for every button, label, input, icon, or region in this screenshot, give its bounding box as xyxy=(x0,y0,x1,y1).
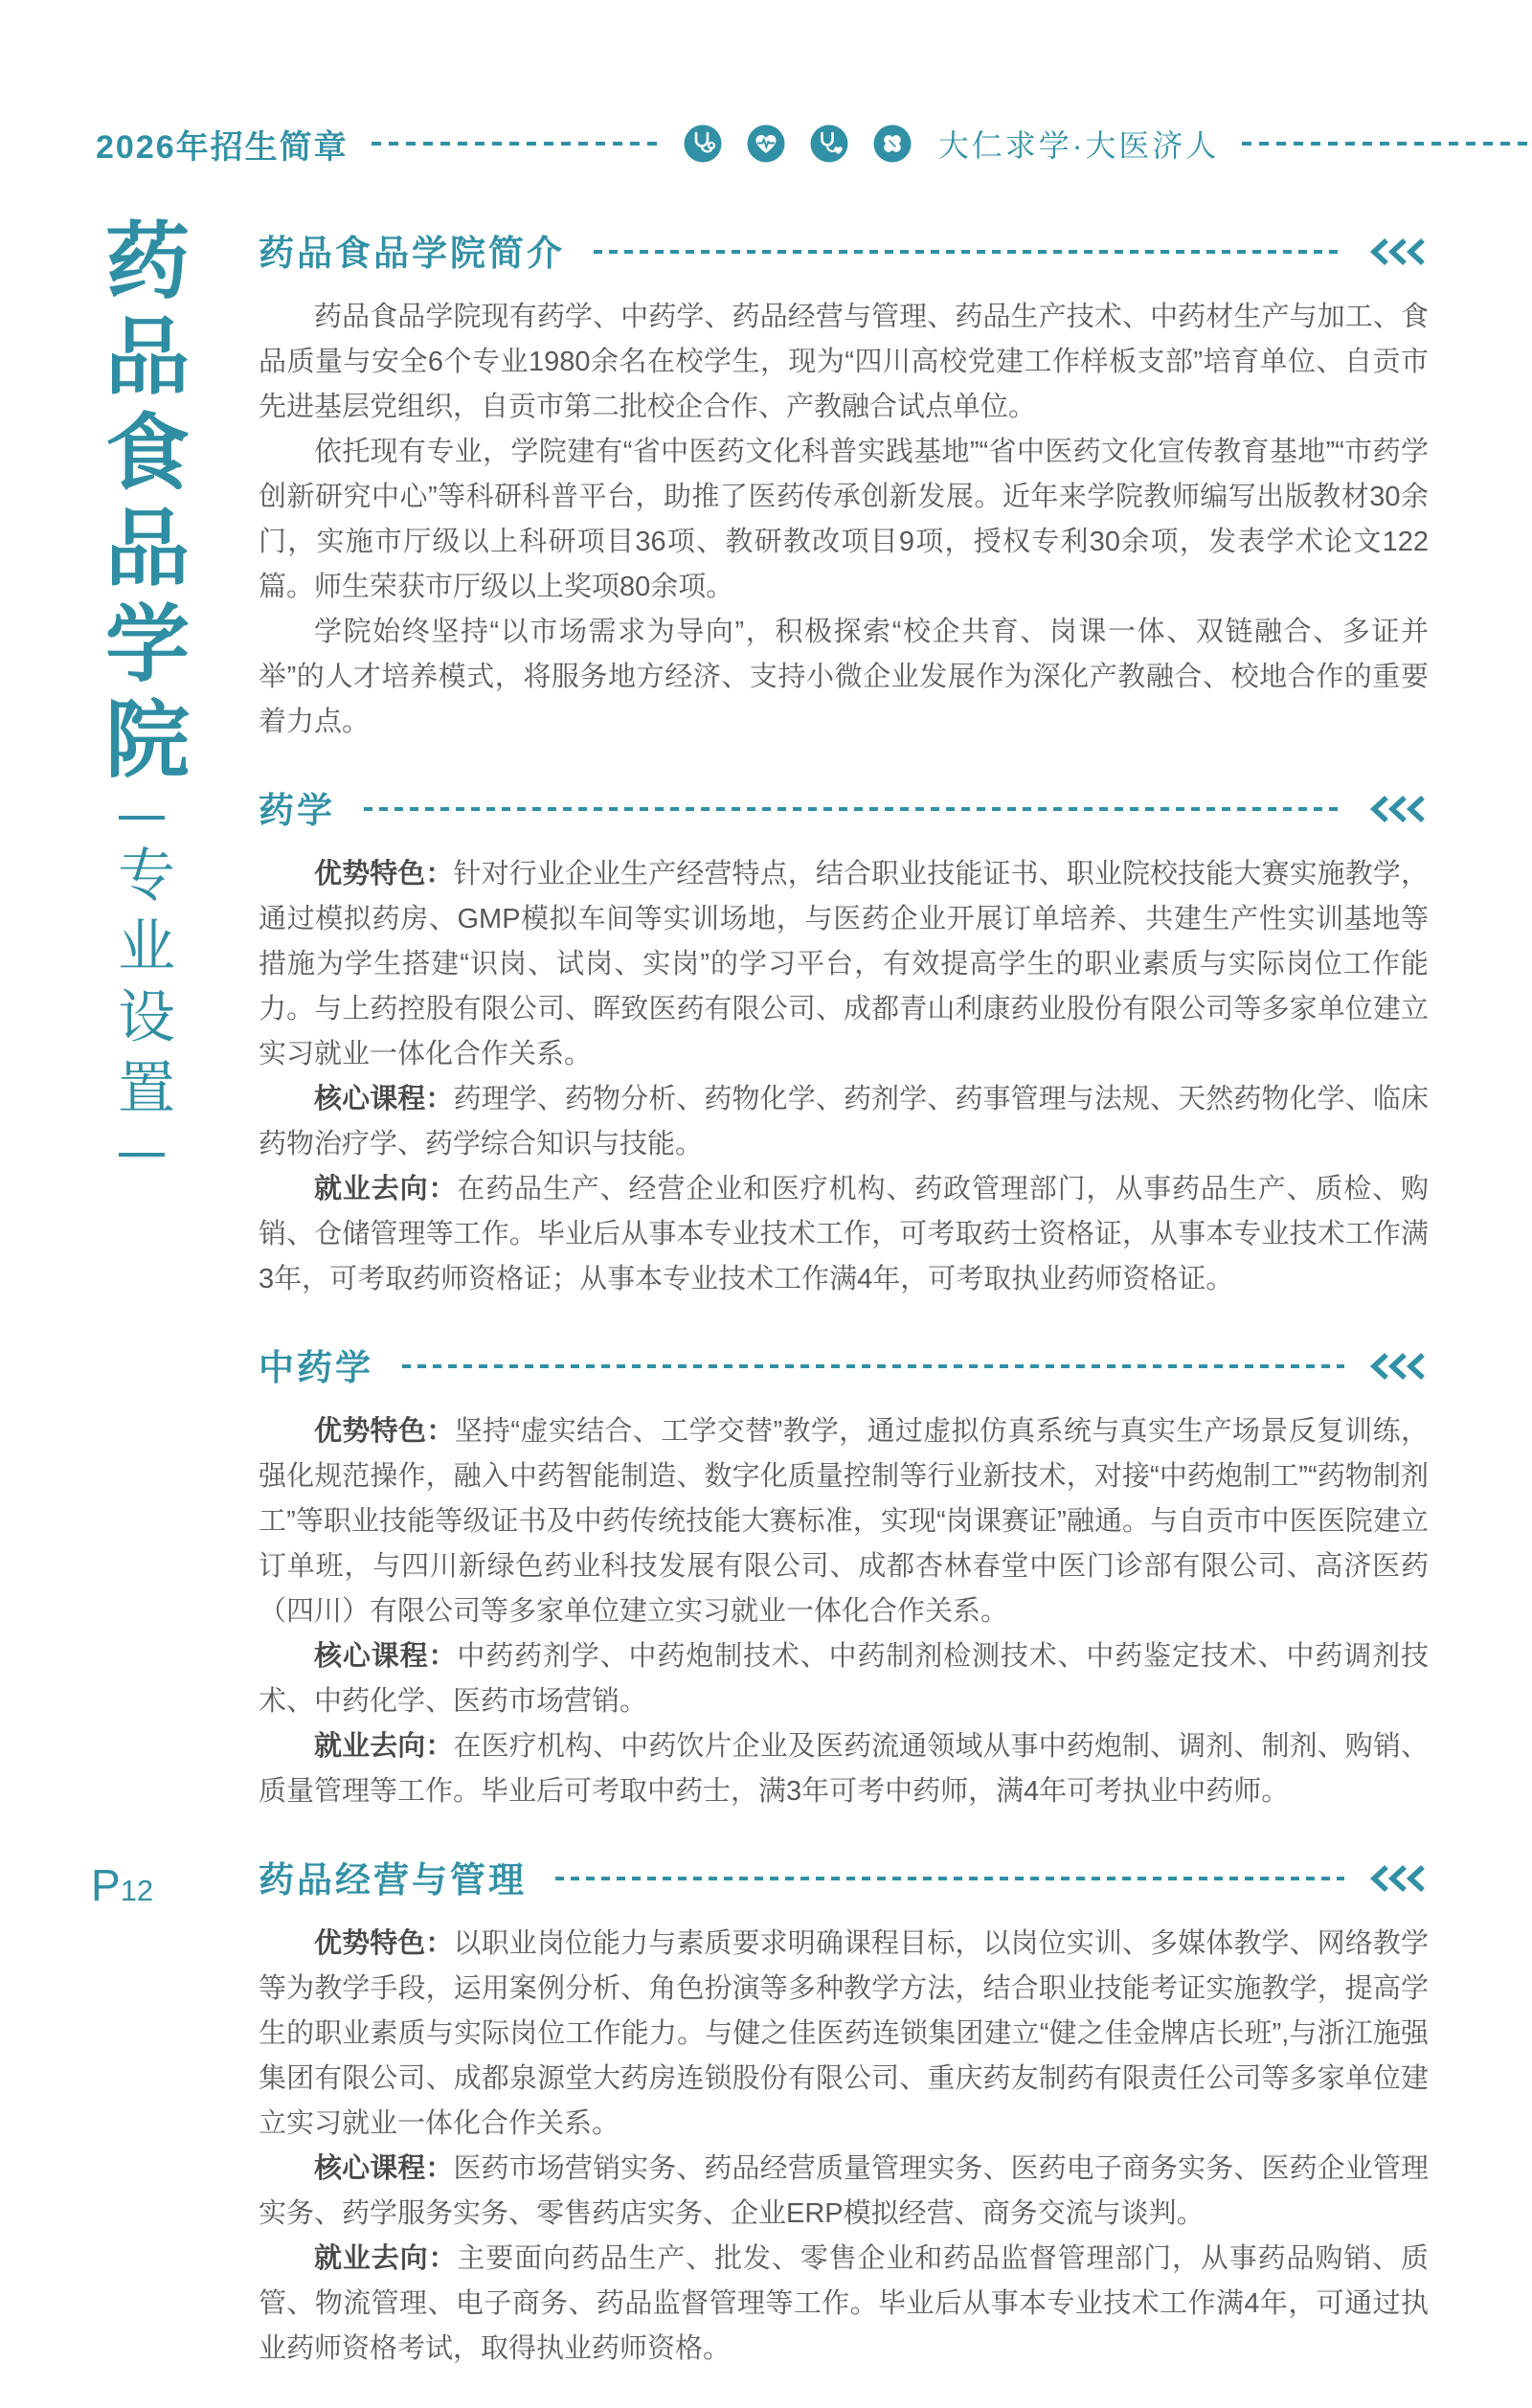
triple-chevron-left-icon xyxy=(1369,795,1429,823)
page-number xyxy=(91,1859,153,1911)
triple-chevron-left-icon xyxy=(1369,1352,1429,1381)
page-number-prefix: P xyxy=(91,1860,121,1910)
intro-paragraph: 药品食品学院现有药学、中药学、药品经营与管理、药品生产技术、中药材生产与加工、食品质量与安全6个专业1980余名在校学生，现为“四川高校党建工作样板支部”培育单位、自贡市先进基层党组织，自贡市第二批校企合作、产教融合试点单位。 xyxy=(259,302,1429,422)
section-header xyxy=(259,1339,1429,1390)
career-paragraph: 就业去向：主要面向药品生产、批发、零售企业和药品监督管理部门，从事药品购销、质管、物流管理、电子商务、药品监督管理等工作。毕业后从事本专业技术工作满4年，可通过执业药师资格考试，取得执业药师资格。 xyxy=(259,2243,1429,2364)
brochure-title: 2026年招生简章 xyxy=(96,128,349,166)
capsules-icon xyxy=(873,124,912,163)
section-drug-management xyxy=(259,1851,1429,2372)
career-paragraph: 就业去向：在药品生产、经营企业和医疗机构、药政管理部门，从事药品生产、质检、购销、仓储管理等工作。毕业后从事本专业技术工作，可考取药士资格证，从事本专业技术工作满3年，可考取药师资格证；从事本专业技术工作满4年，可考取执业药师资格证。 xyxy=(259,1174,1429,1294)
courses-paragraph: 核心课程：医药市场营销实务、药品经营质量管理实务、医药电子商务实务、医药企业管理实务、药学服务实务、零售药店实务、企业ERP模拟经营、商务交流与谈判。 xyxy=(259,2153,1429,2229)
intro-paragraph: 学院始终坚持“以市场需求为导向”，积极探索“校企共育、岗课一体、双链融合、多证并举”的人才培养模式，将服务地方经济、支持小微企业发展作为深化产教融合、校地合作的重要着力点。 xyxy=(259,617,1429,737)
section-title: 药品经营与管理 xyxy=(259,1860,527,1900)
header-dashed-line-right xyxy=(1242,142,1532,146)
header-dashed-line xyxy=(372,142,661,146)
left-sidebar xyxy=(84,216,199,1181)
section-pharmacy xyxy=(259,781,1429,1302)
feature-paragraph: 优势特色：针对行业企业生产经营特点，结合职业技能证书、职业院校技能大赛实施教学，通过模拟药房、GMP模拟车间等实训场地，与医药企业开展订单培养、共建生产性实训基地等措施为学生搭建“识岗、试岗、实岗”的学习平台，有效提高学生的职业素质与实际岗位工作能力。与上药控股有限公司、晖致医药有限公司、成都青山利康药业股份有限公司等多家单位建立实习就业一体化合作关系。 xyxy=(259,859,1429,1069)
section-title: 中药学 xyxy=(259,1348,373,1387)
career-paragraph: 就业去向：在医疗机构、中药饮片企业及医药流通领域从事中药炮制、调剂、制剂、购销、质量管理等工作。毕业后可考取中药士，满3年可考中药师，满4年可考执业中药师。 xyxy=(259,1731,1429,1807)
section-college-intro xyxy=(259,224,1429,745)
triple-chevron-left-icon xyxy=(1369,237,1429,266)
intro-paragraph: 依托现有专业，学院建有“省中医药文化科普实践基地”“省中医药文化宣传教育基地”“市药学创新研究中心”等科研科普平台，助推了医药传承创新发展。近年来学院教师编写出版教材30余门，实施市厅级以上科研项目36项、教研教改项目9项，授权专利30余项，发表学术论文122篇。师生荣获市厅级以上奖项80余项。 xyxy=(259,437,1429,602)
main-content xyxy=(259,218,1429,2408)
section-header xyxy=(259,224,1429,276)
college-name-vertical: 药品食品学院 xyxy=(92,216,192,791)
section-dashed-line xyxy=(402,1364,1344,1368)
section-dashed-line xyxy=(594,250,1344,254)
section-title: 药学 xyxy=(259,791,335,830)
stethoscope-icon xyxy=(684,124,722,163)
sidebar-subtitle-vertical: 专业设置 xyxy=(110,844,174,1128)
page-header xyxy=(96,113,1532,174)
feature-paragraph: 优势特色：坚持“虚实结合、工学交替”教学，通过虚拟仿真系统与真实生产场景反复训练，强化规范操作，融入中药智能制造、数字化质量控制等行业新技术，对接“中药炮制工”“药物制剂工”等职业技能等级证书及中药传统技能大赛标准，实现“岗课赛证”融通。与自贡市中医医院建立订单班，与四川新绿色药业科技发展有限公司、成都杏林春堂中医门诊部有限公司、高济医药（四川）有限公司等多家单位建立实习就业一体化合作关系。 xyxy=(259,1416,1429,1627)
section-header xyxy=(259,1851,1429,1902)
section-title: 药品食品学院简介 xyxy=(259,234,565,273)
courses-paragraph: 核心课程：中药药剂学、中药炮制技术、中药制剂检测技术、中药鉴定技术、中药调剂技术、中药化学、医药市场营销。 xyxy=(259,1641,1429,1717)
stethoscope-heart-icon xyxy=(810,124,848,163)
page-number-value: 12 xyxy=(120,1874,154,1907)
heartbeat-icon xyxy=(747,124,785,163)
section-dashed-line xyxy=(555,1877,1344,1880)
courses-paragraph: 核心课程：药理学、药物分析、药物化学、药剂学、药事管理与法规、天然药物化学、临床药物治疗学、药学综合知识与技能。 xyxy=(259,1084,1429,1159)
sidebar-divider-bottom xyxy=(119,1153,165,1157)
section-tcm-pharmacy xyxy=(259,1339,1429,1814)
sidebar-divider-top xyxy=(119,816,165,820)
triple-chevron-left-icon xyxy=(1369,1864,1429,1893)
header-icon-row xyxy=(684,124,912,163)
section-dashed-line xyxy=(364,807,1344,811)
feature-paragraph: 优势特色：以职业岗位能力与素质要求明确课程目标，以岗位实训、多媒体教学、网络教学等为教学手段，运用案例分析、角色扮演等多种教学方法，结合职业技能考证实施教学，提高学生的职业素质与实际岗位工作能力。与健之佳医药连锁集团建立“健之佳金牌店长班”,与浙江施强集团有限公司、成都泉源堂大药房连锁股份有限公司、重庆药友制药有限责任公司等多家单位建立实习就业一体化合作关系。 xyxy=(259,1928,1429,2139)
section-header xyxy=(259,781,1429,833)
school-motto: 大仁求学·大医济人 xyxy=(937,128,1220,163)
